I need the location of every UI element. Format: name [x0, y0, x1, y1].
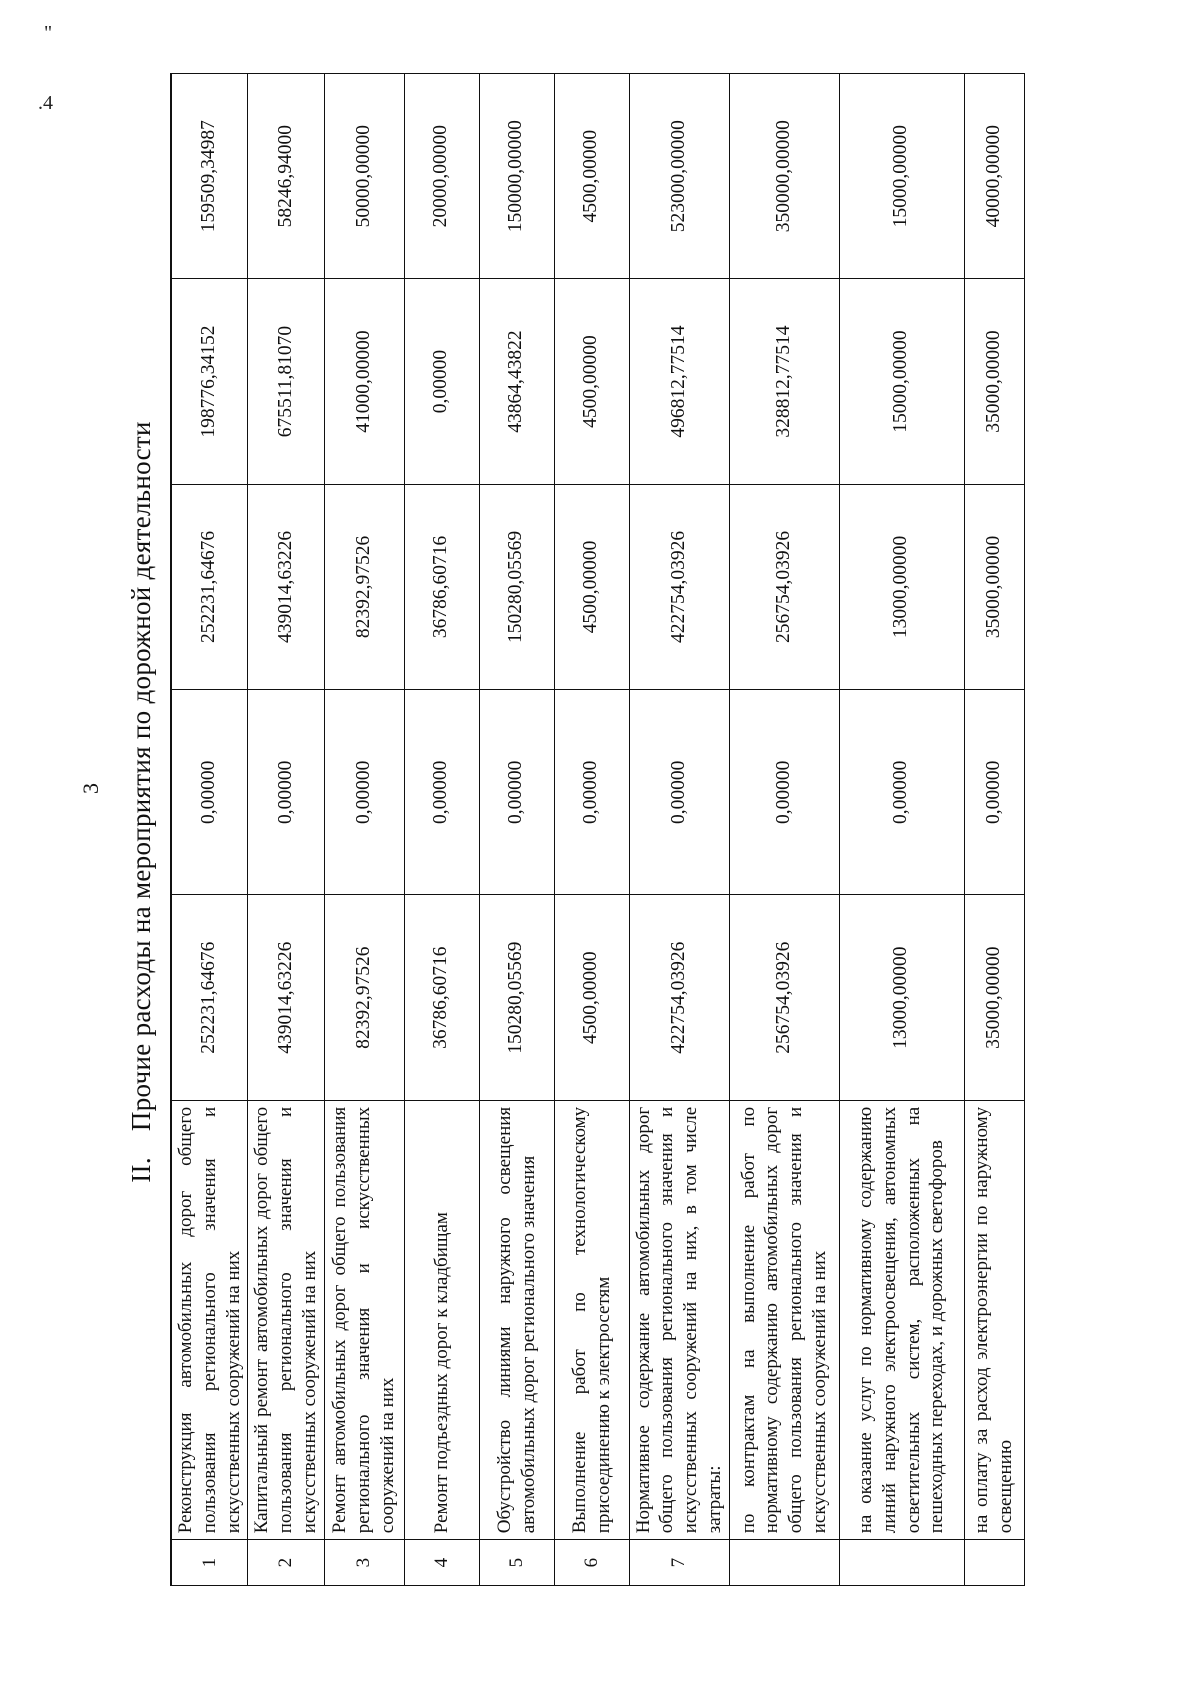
- row-description: на оказание услуг по нормативному содержанию линий наружного электроосвещения, автономных осветительных систем, расположенных на пешеходных переходах, и дорожных светофоров: [839, 1100, 964, 1539]
- amount-cell: 4500,00000: [554, 74, 629, 279]
- row-number: 7: [629, 1540, 729, 1586]
- row-number: 1: [171, 1540, 248, 1586]
- amount-cell: 4500,00000: [554, 484, 629, 689]
- amount-cell: 15000,00000: [839, 74, 964, 279]
- section-heading: [126, 77, 157, 1527]
- expenses-table: [170, 73, 1025, 1586]
- table-row: [324, 74, 404, 1586]
- amount-cell: 439014,63226: [248, 895, 324, 1100]
- row-description: Ремонт подъездных дорог к кладбищам: [404, 1100, 479, 1539]
- row-number: [839, 1540, 964, 1586]
- amount-cell: 82392,97526: [324, 895, 404, 1100]
- amount-cell: 252231,64676: [171, 895, 248, 1100]
- row-number: 2: [248, 1540, 324, 1586]
- amount-cell: 496812,77514: [629, 279, 729, 484]
- section-title: Прочие расходы на мероприятия по дорожной деятельности: [126, 421, 156, 1132]
- amount-cell: 0,00000: [479, 690, 554, 895]
- amount-cell: 256754,03926: [729, 484, 839, 689]
- amount-cell: 252231,64676: [171, 484, 248, 689]
- amount-cell: 0,00000: [404, 690, 479, 895]
- row-description: Реконструкция автомобильных дорог общего пользования регионального значения и искусственных сооружений на них: [171, 1100, 248, 1539]
- amount-cell: 439014,63226: [248, 484, 324, 689]
- amount-cell: 40000,00000: [964, 74, 1024, 279]
- amount-cell: 675511,81070: [248, 279, 324, 484]
- amount-cell: 35000,00000: [964, 279, 1024, 484]
- amount-cell: 41000,00000: [324, 279, 404, 484]
- amount-cell: 35000,00000: [964, 895, 1024, 1100]
- amount-cell: 50000,00000: [324, 74, 404, 279]
- page-number: 3: [78, 783, 103, 794]
- amount-cell: 328812,77514: [729, 279, 839, 484]
- table-row: [839, 74, 964, 1586]
- amount-cell: 0,00000: [629, 690, 729, 895]
- amount-cell: 15000,00000: [839, 279, 964, 484]
- amount-cell: 43864,43822: [479, 279, 554, 484]
- scan-mark-dot: .4: [38, 92, 53, 114]
- amount-cell: 198776,34152: [171, 279, 248, 484]
- table-row: [479, 74, 554, 1586]
- amount-cell: 13000,00000: [839, 484, 964, 689]
- row-description: Ремонт автомобильных дорог общего пользования регионального значения и искусственных сооружений на них: [324, 1100, 404, 1539]
- row-description: Капитальный ремонт автомобильных дорог общего пользования регионального значения и искусственных сооружений на них: [248, 1100, 324, 1539]
- row-description: на оплату за расход электроэнергии по наружному освещению: [964, 1100, 1024, 1539]
- amount-cell: 350000,00000: [729, 74, 839, 279]
- amount-cell: 0,00000: [839, 690, 964, 895]
- amount-cell: 35000,00000: [964, 484, 1024, 689]
- amount-cell: 20000,00000: [404, 74, 479, 279]
- amount-cell: 58246,94000: [248, 74, 324, 279]
- amount-cell: 0,00000: [324, 690, 404, 895]
- amount-cell: 0,00000: [729, 690, 839, 895]
- amount-cell: 523000,00000: [629, 74, 729, 279]
- amount-cell: 0,00000: [554, 690, 629, 895]
- table-row: [964, 74, 1024, 1586]
- table-row: [729, 74, 839, 1586]
- amount-cell: 150280,05569: [479, 484, 554, 689]
- amount-cell: 422754,03926: [629, 484, 729, 689]
- amount-cell: 82392,97526: [324, 484, 404, 689]
- table-row: [404, 74, 479, 1586]
- row-number: 3: [324, 1540, 404, 1586]
- table-row: [248, 74, 324, 1586]
- row-number: [729, 1540, 839, 1586]
- amount-cell: 150280,05569: [479, 895, 554, 1100]
- amount-cell: 36786,60716: [404, 484, 479, 689]
- section-roman-numeral: II.: [126, 1157, 156, 1183]
- amount-cell: 256754,03926: [729, 895, 839, 1100]
- amount-cell: 4500,00000: [554, 279, 629, 484]
- row-description: по контрактам на выполнение работ по нормативному содержанию автомобильных дорог общего пользования регионального значения и искусственных сооружений на них: [729, 1100, 839, 1539]
- row-description: Выполнение работ по технологическому присоединению к электросетям: [554, 1100, 629, 1539]
- amount-cell: 422754,03926: [629, 895, 729, 1100]
- amount-cell: 13000,00000: [839, 895, 964, 1100]
- amount-cell: 4500,00000: [554, 895, 629, 1100]
- amount-cell: 0,00000: [171, 690, 248, 895]
- scan-mark-quote: ": [44, 22, 53, 44]
- table-row: [629, 74, 729, 1586]
- row-number: 5: [479, 1540, 554, 1586]
- amount-cell: 0,00000: [248, 690, 324, 895]
- amount-cell: 150000,00000: [479, 74, 554, 279]
- row-number: 6: [554, 1540, 629, 1586]
- table-row: [554, 74, 629, 1586]
- amount-cell: 36786,60716: [404, 895, 479, 1100]
- table-row: [171, 74, 248, 1586]
- row-number: [964, 1540, 1024, 1586]
- amount-cell: 0,00000: [404, 279, 479, 484]
- row-number: 4: [404, 1540, 479, 1586]
- amount-cell: 159509,34987: [171, 74, 248, 279]
- row-description: Нормативное содержание автомобильных дорог общего пользования регионального значения и искусственных сооружений на них, в том числе затраты:: [629, 1100, 729, 1539]
- amount-cell: 0,00000: [964, 690, 1024, 895]
- row-description: Обустройство линиями наружного освещения автомобильных дорог регионального значения: [479, 1100, 554, 1539]
